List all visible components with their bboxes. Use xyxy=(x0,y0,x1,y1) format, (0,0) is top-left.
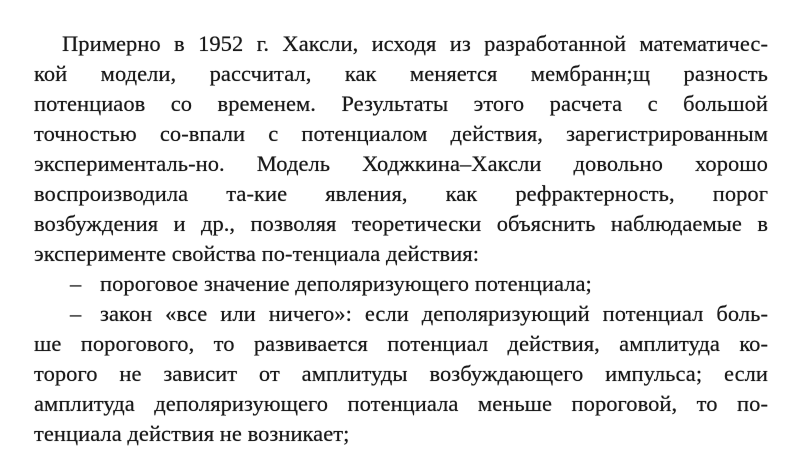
bullet-continuation-line: тенциала действия не возникает; xyxy=(34,421,350,446)
dash-marker: – xyxy=(70,271,82,296)
paragraph-line: потенциаов со временем. Результаты этого расчета с большой xyxy=(34,91,768,116)
bullet-item xyxy=(70,270,768,298)
paragraph-line: возбуждения и др., позволяя теоретически объяснить наблюдаемые в xyxy=(34,211,768,236)
bullet-item xyxy=(70,300,768,328)
bullet-continuation-line: торого не зависит от амплитуды возбуждающего импульса; если xyxy=(34,361,768,386)
bullet-continuation-line: амплитуда деполяризующего потенциала меньше пороговой, то по- xyxy=(34,391,768,416)
paragraph-line: воспроизводила та-кие явления, как рефрактерность, порог xyxy=(34,181,768,206)
dash-marker: – xyxy=(70,301,82,326)
paragraph-line: эксперименте свойства по-тенциала действия: xyxy=(34,241,480,266)
bullet-text: закон «все или ничего»: если деполяризующий потенциал боль- xyxy=(100,301,768,326)
bullet-continuation-line: ше порогового, то развивается потенциал действия, амплитуда ко- xyxy=(34,331,768,356)
bullet-text: пороговое значение деполяризующего потенциала; xyxy=(100,271,592,296)
paragraph-line: Примерно в 1952 г. Хаксли, исходя из разработанной математичес- xyxy=(62,31,768,56)
paragraph-line: кой модели, рассчитал, как меняется мембранн;щ разность xyxy=(34,61,768,86)
paragraph-line: точностью со-впали с потенциалом действия, зарегистрированным xyxy=(34,121,768,146)
paragraph-line: эксперименталь-но. Модель Ходжкина–Хаксли довольно хорошо xyxy=(34,151,768,176)
